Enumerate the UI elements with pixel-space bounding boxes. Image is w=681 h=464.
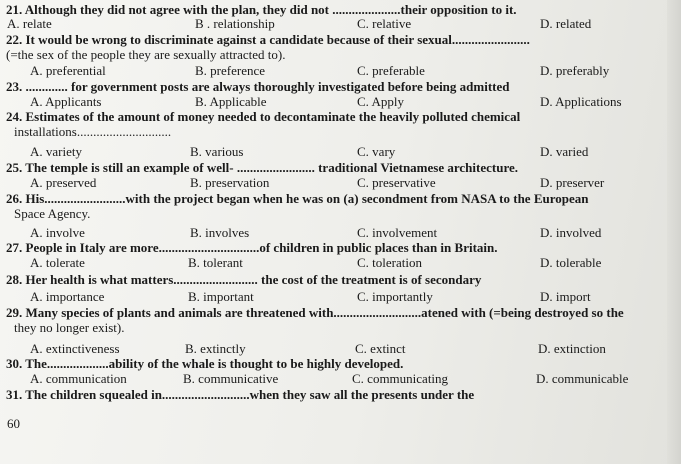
q22-text: 22. It would be wrong to discriminate against a candidate because of their sexual........................ <box>6 32 530 47</box>
q21o-option-a: A. relate <box>7 16 52 31</box>
q26o-option-d: D. involved <box>540 225 602 240</box>
q28-text: 28. Her health is what matters.......................... the cost of the treatment is of secondary <box>6 272 482 287</box>
q28o-option-a: A. importance <box>30 289 105 304</box>
q30o-option-a: A. communication <box>30 371 127 386</box>
q29o-option-d: D. extinction <box>538 341 606 356</box>
q24o-option-c: C. vary <box>357 144 396 159</box>
q28o-option-d: D. import <box>540 289 591 304</box>
page-edge <box>667 0 681 464</box>
q25o-option-d: D. preserver <box>540 175 605 190</box>
q28o-option-c: C. importantly <box>357 289 433 304</box>
q24b-text: installations............................. <box>14 124 172 139</box>
q21-text: 21. Although they did not agree with the plan, they did not .....................their opposition to it. <box>6 2 517 17</box>
q31-text: 31. The children squealed in...........................when they saw all the presents under the <box>6 387 475 402</box>
q25o-option-b: B. preservation <box>190 175 270 190</box>
q21o-option-d: D. related <box>540 16 592 31</box>
q25o-option-c: C. preservative <box>357 175 436 190</box>
q27o-option-a: A. tolerate <box>30 255 85 270</box>
q29o-option-a: A. extinctiveness <box>30 341 120 356</box>
q26o-option-c: C. involvement <box>357 225 438 240</box>
q22b-text: (=the sex of the people they are sexually attracted to). <box>6 47 286 62</box>
q30-text: 30. The...................ability of the whale is thought to be highly developed. <box>6 356 404 371</box>
q22o-option-d: D. preferably <box>540 63 610 78</box>
q22o-option-a: A. preferential <box>30 63 106 78</box>
q27-text: 27. People in Italy are more...............................of children in public places than in Britain. <box>6 240 498 255</box>
q26b-text: Space Agency. <box>14 206 91 221</box>
q24o-option-b: B. various <box>190 144 244 159</box>
q29b-text: they no longer exist). <box>14 320 125 335</box>
q22o-option-c: C. preferable <box>357 63 425 78</box>
q26-text: 26. His.........................with the project began when he was on (a) secondment from NASA to the European <box>6 191 589 206</box>
q25o-option-a: A. preserved <box>30 175 97 190</box>
q27o-option-d: D. tolerable <box>540 255 602 270</box>
q26o-option-b: B. involves <box>190 225 250 240</box>
q28o-option-b: B. important <box>188 289 254 304</box>
q30o-option-c: C. communicating <box>352 371 449 386</box>
q23o-option-a: A. Applicants <box>30 94 102 109</box>
q23o-option-d: D. Applications <box>540 94 622 109</box>
q29o-option-c: C. extinct <box>355 341 406 356</box>
q30o-option-d: D. communicable <box>536 371 629 386</box>
q21o-option-b: B . relationship <box>195 16 275 31</box>
q23o-option-b: B. Applicable <box>195 94 267 109</box>
q24o-option-d: D. varied <box>540 144 589 159</box>
q26o-option-a: A. involve <box>30 225 85 240</box>
page-number: 60 <box>7 416 20 431</box>
q23-text: 23. ............. for government posts are always thoroughly investigated before being admitted <box>6 79 510 94</box>
q24-text: 24. Estimates of the amount of money needed to decontaminate the heavily polluted chemical <box>6 109 521 124</box>
q27o-option-c: C. toleration <box>357 255 422 270</box>
q27o-option-b: B. tolerant <box>188 255 243 270</box>
q30o-option-b: B. communicative <box>183 371 279 386</box>
q22o-option-b: B. preference <box>195 63 266 78</box>
q25-text: 25. The temple is still an example of well- ........................ traditional Vietnamese architecture. <box>6 160 518 175</box>
q24o-option-a: A. variety <box>30 144 82 159</box>
q21o-option-c: C. relative <box>357 16 412 31</box>
q29o-option-b: B. extinctly <box>185 341 246 356</box>
q29-text: 29. Many species of plants and animals are threatened with...........................atened with (=being destroyed so the <box>6 305 624 320</box>
q23o-option-c: C. Apply <box>357 94 404 109</box>
